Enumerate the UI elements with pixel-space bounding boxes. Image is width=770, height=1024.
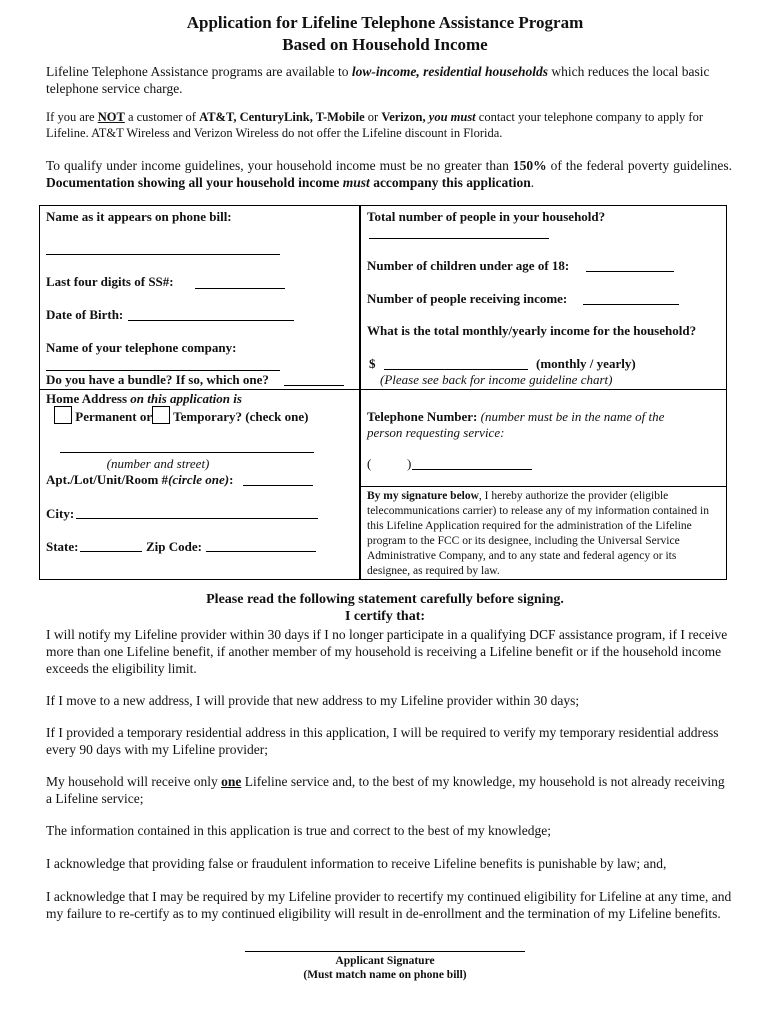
telephone-number-field[interactable] xyxy=(412,469,532,470)
home-address-label: Home Address on this application is xyxy=(46,391,242,406)
certify-statement-7: I acknowledge that I may be required by my Lifeline provider to recertify my continued eligibility for Lifeline at any time, and my failure to re-certify as to my continued eligibility will result in de-enrollment and the termination of my Lifeline benefits. xyxy=(46,889,732,921)
household-income-label: What is the total monthly/yearly income for the household? xyxy=(367,323,697,338)
city-label: City: xyxy=(46,506,75,521)
certify-statement-1: I will notify my Lifeline provider within 30 days if I no longer participate in a qualifying DCF assistance program, if I receive more than one Lifeline benefit, if another member of my household is receiving a Lifeline benefit or if the household income exceeds the eligibility limit. xyxy=(46,627,728,676)
monthly-yearly-option[interactable]: (monthly / yearly) xyxy=(536,356,636,371)
household-people-field[interactable] xyxy=(369,238,549,239)
page-subtitle: Based on Household Income xyxy=(282,35,488,54)
authorization-statement: By my signature below, I hereby authorize the provider (eligible telecommunications carrier) to release any of my information contained in this Lifeline Application required for the administration of the Lifeline program to the FCC or its designee, including the Universal Service Administrative Company, and to any state and federal agency or its designee, as required by law. xyxy=(367,490,709,577)
telephone-number-label: Telephone Number: (number must be in the name of the person requesting service: xyxy=(367,409,665,440)
street-address-field[interactable] xyxy=(60,452,314,453)
income-earners-field[interactable] xyxy=(583,304,679,305)
certify-statement-6: I acknowledge that providing false or fraudulent information to receive Lifeline benefits is punishable by law; and, xyxy=(46,856,667,871)
name-field[interactable] xyxy=(46,254,280,255)
address-type-row xyxy=(54,406,308,425)
name-label: Name as it appears on phone bill: xyxy=(46,209,232,224)
dob-field[interactable] xyxy=(128,320,294,321)
area-code-open-paren: ( xyxy=(367,456,372,471)
dob-label: Date of Birth: xyxy=(46,307,124,322)
temporary-checkbox[interactable] xyxy=(152,406,170,424)
applicant-signature-field[interactable] xyxy=(245,951,525,952)
authorization-divider xyxy=(360,486,727,487)
ssn-label: Last four digits of SS#: xyxy=(46,274,174,289)
street-hint: (number and street) xyxy=(106,456,210,471)
intro-paragraph-3: To qualify under income guidelines, your household income must be no greater than 150% of the federal poverty guidelines. Documentation showing all your household income must accompany this application. xyxy=(46,158,732,190)
signature-note: (Must match name on phone bill) xyxy=(303,969,467,981)
certify-subheading: I certify that: xyxy=(344,609,426,624)
applicant-signature-label: Applicant Signature xyxy=(335,955,435,967)
intro-paragraph-1: Lifeline Telephone Assistance programs are available to low-income, residential households which reduces the local basic telephone service charge. xyxy=(46,64,710,96)
state-label: State: xyxy=(46,539,79,554)
bundle-label: Do you have a bundle? If so, which one? xyxy=(46,372,269,387)
children-label: Number of children under age of 18: xyxy=(367,258,570,273)
temporary-label: Temporary? (check one) xyxy=(173,409,309,424)
certify-heading: Please read the following statement carefully before signing. xyxy=(206,592,564,607)
certify-statement-4: My household will receive only one Lifeline service and, to the best of my knowledge, my household is not already receiving a Lifeline service; xyxy=(46,774,725,806)
apt-field[interactable] xyxy=(243,485,313,486)
income-earners-label: Number of people receiving income: xyxy=(367,291,568,306)
left-section-divider xyxy=(40,389,359,390)
intro-paragraph-2: If you are NOT a customer of AT&T, CenturyLink, T-Mobile or Verizon, you must contact your telephone company to apply for Lifeline. AT&T Wireless and Verizon Wireless do not offer the Lifeline discount in Florida. xyxy=(46,110,704,140)
city-field[interactable] xyxy=(76,518,318,519)
zip-field[interactable] xyxy=(206,551,316,552)
zip-label: Zip Code: xyxy=(146,539,202,554)
right-section-divider xyxy=(360,389,727,390)
certify-statement-2: If I move to a new address, I will provide that new address to my Lifeline provider within 30 days; xyxy=(46,693,580,708)
bundle-field[interactable] xyxy=(284,385,344,386)
income-chart-note: (Please see back for income guideline chart) xyxy=(380,372,613,387)
telephone-company-label: Name of your telephone company: xyxy=(46,340,237,355)
household-income-field[interactable] xyxy=(384,369,528,370)
page-title: Application for Lifeline Telephone Assistance Program xyxy=(186,13,584,32)
telephone-company-field[interactable] xyxy=(46,370,280,371)
area-code-close-paren: ) xyxy=(407,456,412,471)
certify-statement-3: If I provided a temporary residential address in this application, I will be required to verify my temporary residential address every 90 days with my Lifeline provider; xyxy=(46,725,719,757)
ssn-field[interactable] xyxy=(195,288,285,289)
apt-label: Apt./Lot/Unit/Room #(circle one): xyxy=(46,472,234,487)
household-people-label: Total number of people in your household? xyxy=(367,209,606,224)
dollar-sign: $ xyxy=(369,356,376,371)
form-column-divider xyxy=(359,205,361,580)
permanent-checkbox[interactable] xyxy=(54,406,72,424)
permanent-label: Permanent or xyxy=(75,409,153,424)
certify-statement-5: The information contained in this application is true and correct to the best of my knowledge; xyxy=(46,823,551,838)
children-field[interactable] xyxy=(586,271,674,272)
state-field[interactable] xyxy=(80,551,142,552)
